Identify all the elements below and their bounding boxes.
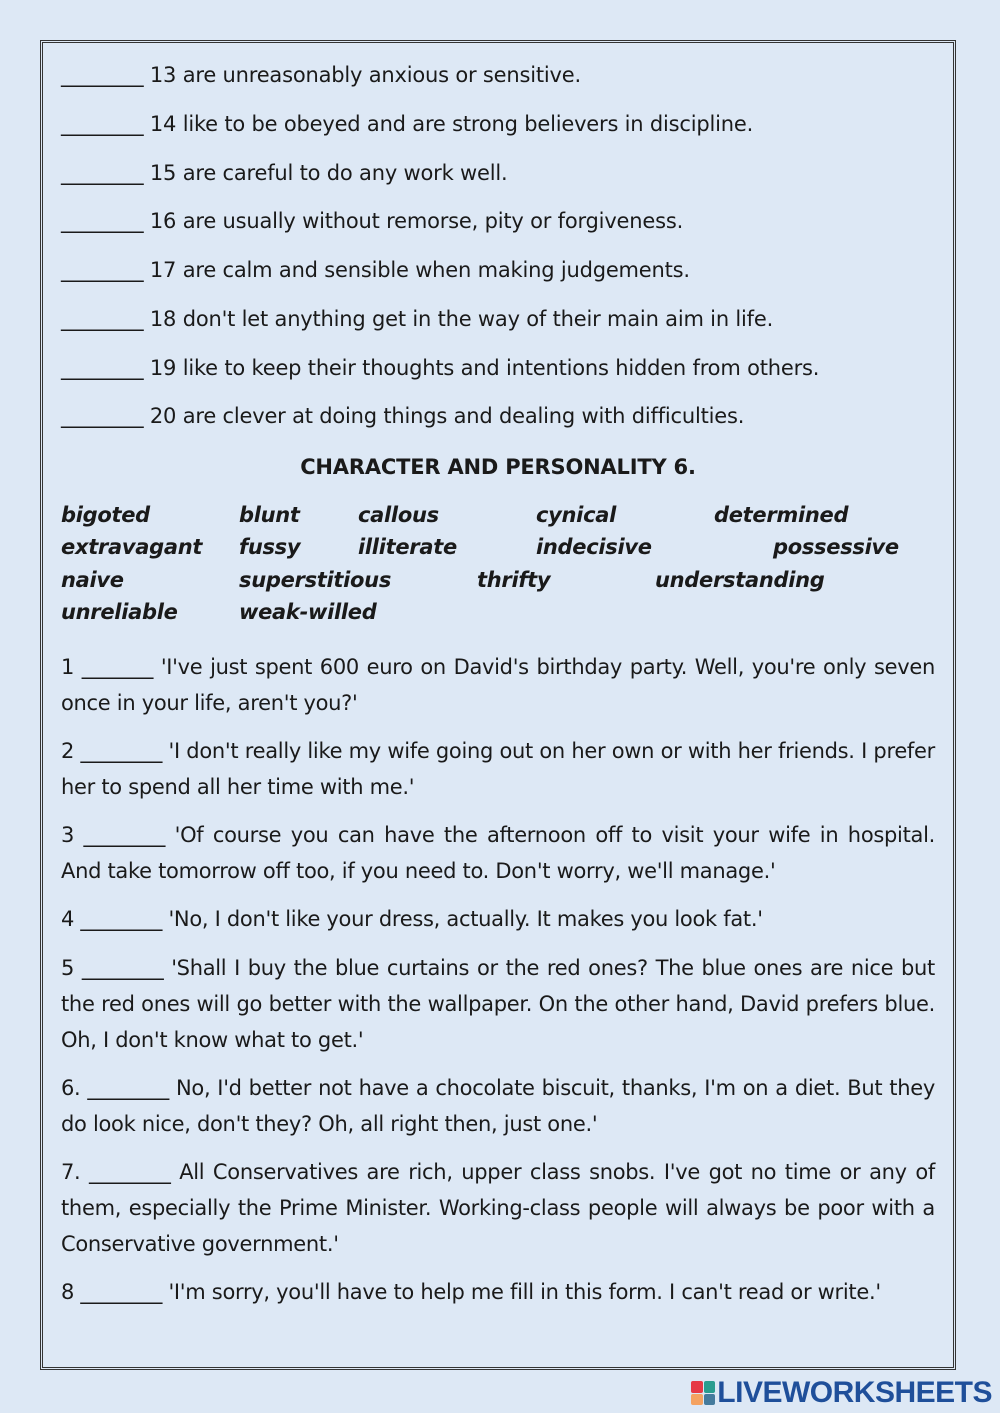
definition-17 (61, 258, 690, 282)
word-fussy: fussy (239, 535, 301, 559)
definition-text: 17 are calm and sensible when making judgements. (149, 258, 690, 282)
word-callous: callous (358, 503, 439, 527)
word-determined: determined (714, 503, 849, 527)
liveworksheets-logo (691, 1376, 992, 1410)
question-label[interactable]: 5 ________ (61, 956, 164, 980)
question-text: All Conservatives are rich, upper class snobs. I've got no time or any of them, especially the Prime Minister. Working-class people will always be poor with a Conservative government.' (61, 1160, 935, 1256)
answer-blank[interactable]: ________ (61, 307, 144, 331)
definition-20 (61, 404, 744, 428)
word-extravagant: extravagant (61, 535, 203, 559)
answer-blank[interactable]: ________ (61, 258, 144, 282)
definition-text: 20 are clever at doing things and dealing with difficulties. (149, 404, 745, 428)
answer-blank[interactable]: ________ (61, 404, 144, 428)
logo-icon (691, 1381, 715, 1405)
question-text: 'I'm sorry, you'll have to help me fill in this form. I can't read or write.' (168, 1280, 881, 1304)
question-label[interactable]: 6. ________ (61, 1076, 170, 1100)
word-bigoted: bigoted (61, 503, 150, 527)
answer-blank[interactable]: ________ (61, 63, 144, 87)
logo-text: LIVEWORKSHEETS (717, 1376, 992, 1409)
definition-16 (61, 209, 683, 233)
answer-blank[interactable]: ________ (61, 161, 144, 185)
question-6 (61, 1070, 935, 1142)
word-unreliable: unreliable (61, 600, 178, 624)
word-weak-willed: weak-willed (239, 600, 377, 624)
word-cynical: cynical (536, 503, 617, 527)
definition-text: 13 are unreasonably anxious or sensitive. (149, 63, 581, 87)
question-4 (61, 901, 935, 937)
question-text: 'Shall I buy the blue curtains or the red ones? The blue ones are nice but the red ones will go better with the wallpaper. On the other hand, David prefers blue. Oh, I don't know what to get.' (61, 956, 935, 1052)
question-5 (61, 950, 935, 1058)
question-label[interactable]: 1 _______ (61, 655, 154, 679)
answer-blank[interactable]: ________ (61, 112, 144, 136)
definition-19 (61, 356, 819, 380)
definition-text: 16 are usually without remorse, pity or forgiveness. (149, 209, 684, 233)
word-blunt: blunt (239, 503, 300, 527)
question-label[interactable]: 2 ________ (61, 739, 163, 763)
question-1 (61, 649, 935, 721)
definition-text: 18 don't let anything get in the way of their main aim in life. (149, 307, 774, 331)
question-3 (61, 817, 935, 889)
question-label[interactable]: 4 ________ (61, 907, 163, 931)
question-label[interactable]: 3 ________ (61, 823, 166, 847)
word-thrifty: thrifty (477, 568, 551, 592)
worksheet-frame (40, 40, 956, 1370)
question-text: 'No, I don't like your dress, actually. It makes you look fat.' (168, 907, 763, 931)
question-text: 'Of course you can have the afternoon off to visit your wife in hospital. And take tomorrow off too, if you need to. Don't worry, we'll manage.' (61, 823, 935, 883)
word-indecisive: indecisive (536, 535, 652, 559)
word-understanding: understanding (655, 568, 825, 592)
question-text: No, I'd better not have a chocolate biscuit, thanks, I'm on a diet. But they do look nice, don't they? Oh, all right then, just one.' (61, 1076, 935, 1136)
question-7 (61, 1154, 935, 1262)
answer-blank[interactable]: ________ (61, 356, 144, 380)
word-possessive: possessive (773, 535, 899, 559)
question-2 (61, 733, 935, 805)
answer-blank[interactable]: ________ (61, 209, 144, 233)
question-label[interactable]: 8 ________ (61, 1280, 163, 1304)
definition-text: 14 like to be obeyed and are strong believers in discipline. (149, 112, 754, 136)
word-naive: naive (61, 568, 124, 592)
section-title: CHARACTER AND PERSONALITY 6. (300, 455, 696, 479)
word-superstitious: superstitious (239, 568, 392, 592)
question-8 (61, 1274, 935, 1310)
definition-15 (61, 161, 507, 185)
definition-18 (61, 307, 773, 331)
definition-text: 19 like to keep their thoughts and intentions hidden from others. (149, 356, 820, 380)
question-label[interactable]: 7. ________ (61, 1160, 171, 1184)
question-text: 'I've just spent 600 euro on David's birthday party. Well, you're only seven once in your life, aren't you?' (61, 655, 935, 715)
definition-13 (61, 63, 581, 87)
question-text: 'I don't really like my wife going out on her own or with her friends. I prefer her to spend all her time with me.' (61, 739, 935, 799)
definition-text: 15 are careful to do any work well. (149, 161, 508, 185)
definition-14 (61, 112, 753, 136)
word-illiterate: illiterate (358, 535, 457, 559)
